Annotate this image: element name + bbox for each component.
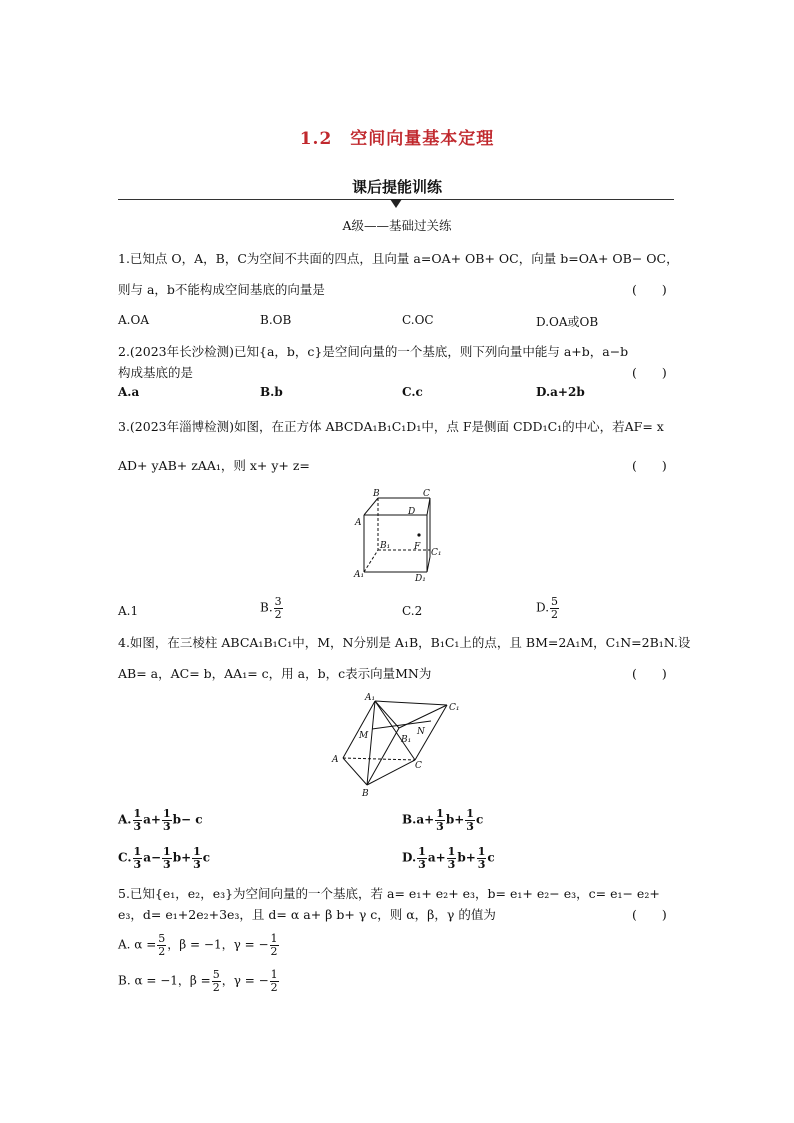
q4-option-b: B.a+ $\frac{1}{3}$ b+ $\frac{1}{3}$ c [402,807,484,833]
q5-line2: e₃，d= e₁+2e₂+3e₃，且 d= α a+ β b+ γ c，则 α，β，γ 的值为 [118,907,496,922]
q2-line1: 2.(2023年长沙检测)已知{a，b，c}是空间向量的一个基底，则下列向量中能与 a+b，a−b [118,344,629,359]
cube-figure [345,485,455,585]
q1-option-b: B.OB [260,313,292,327]
page-title: 1.2 空间向量基本定理 [299,129,495,149]
prism-label-b: B [362,789,369,799]
cube-label-c1: C₁ [431,548,442,558]
cube-label-a: A [355,518,362,528]
q1-option-c: C.OC [402,313,434,327]
q3-line1: 3.(2023年淄博检测)如图，在正方体 ABCDA₁B₁C₁D₁中，点 F是侧面 CDD₁C₁的中心，若AF= x [118,419,664,434]
section-heading: 课后提能训练 [351,178,442,196]
prism-label-a: A [332,755,339,765]
q3-option-a: A.1 [118,604,139,618]
q1-line1: 1.已知点 O，A，B，C为空间不共面的四点，且向量 a=OA+ OB+ OC，向量 b=OA+ OB− OC， [118,251,679,266]
q4-answer-bracket: ( ) [632,666,667,681]
prism-label-b1: B₁ [401,735,412,745]
cube-label-d1: D₁ [415,574,426,584]
q2-option-d: D.a+2b [536,385,585,399]
q3-option-b: B. $\frac{3}{2}$ [260,595,282,621]
q5-answer-bracket: ( ) [632,907,667,922]
q4-option-c: C. $\frac{1}{3}$ a− $\frac{1}{3}$ b+ $\frac{1}{3}$ c [118,845,211,871]
prism-label-c: C [415,761,422,771]
q3-line2: AD+ yAB+ zAA₁，则 x+ y+ z= [118,458,310,473]
q2-option-a: A.a [118,385,140,399]
q1-answer-bracket: ( ) [632,282,667,297]
q5-option-a: A. α = $\frac{5}{2}$ ，β = −1，γ = − $\frac{1}{2}$ [118,932,278,958]
prism-figure [325,688,475,800]
q3-answer-bracket: ( ) [632,458,667,473]
cube-label-d: D [408,507,416,517]
q4-line2: AB= a，AC= b，AA₁= c，用 a，b，c表示向量MN为 [118,666,432,681]
cube-label-a1: A₁ [354,570,365,580]
prism-label-n: N [417,727,425,737]
prism-label-c1: C₁ [449,703,460,713]
q5-option-b: B. α = −1，β = $\frac{5}{2}$ ，γ = − $\frac{1}{2}$ [118,968,278,994]
q1-option-a: A.OA [118,313,149,327]
q1-line2: 则与 a，b不能构成空间基底的向量是 [118,282,325,297]
q4-option-a: A. $\frac{1}{3}$ a+ $\frac{1}{3}$ b− c [118,807,203,833]
q3-option-d: D. $\frac{5}{2}$ [536,595,559,621]
level-heading: A级——基础过关练 [342,218,452,233]
prism-label-m: M [359,731,369,741]
q4-option-d: D. $\frac{1}{3}$ a+ $\frac{1}{3}$ b+ $\frac{1}{3}$ c [402,845,495,871]
cube-label-b1: B₁ [380,541,391,551]
q1-option-d: D.OA或OB [536,315,599,329]
q2-option-c: C.c [402,385,423,399]
q2-line2: 构成基底的是 [118,365,194,380]
prism-label-a1: A₁ [365,693,376,703]
triangle-marker-icon [390,199,402,208]
q5-line1: 5.已知{e₁，e₂，e₃}为空间向量的一个基底，若 a= e₁+ e₂+ e₃，b= e₁+ e₂− e₃，c= e₁− e₂+ [118,886,660,901]
q2-answer-bracket: ( ) [632,365,667,380]
q4-line1: 4.如图，在三棱柱 ABCA₁B₁C₁中，M，N分别是 A₁B，B₁C₁上的点，且 BM=2A₁M，C₁N=2B₁N.设 [118,635,691,650]
cube-label-b: B [373,489,380,499]
cube-label-c: C [423,489,430,499]
cube-label-f: F [414,542,421,552]
q3-option-c: C.2 [402,604,423,618]
q2-option-b: B.b [260,385,283,399]
